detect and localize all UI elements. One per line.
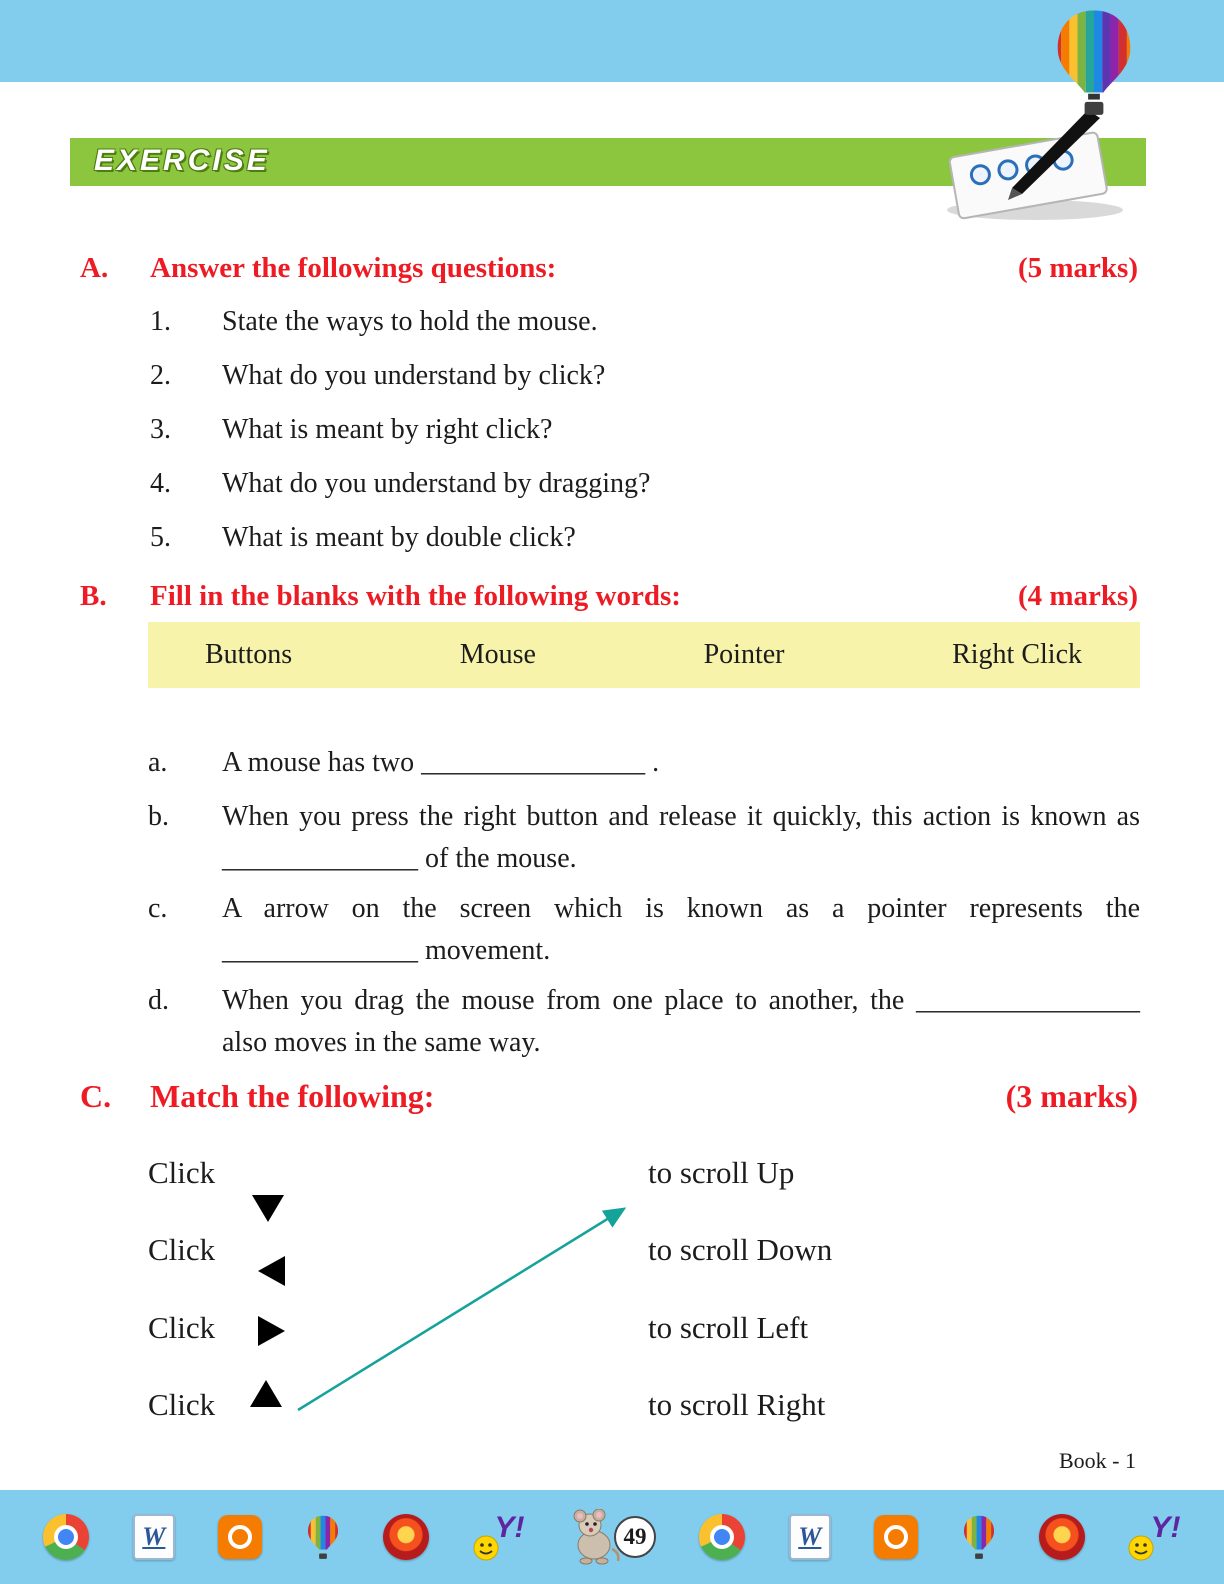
- match-right-item: to scroll Right: [648, 1387, 826, 1422]
- match-left-item: Click: [148, 1310, 216, 1345]
- question-row: [150, 414, 1140, 446]
- blank-row: [148, 888, 1140, 972]
- match-right-item: to scroll Down: [648, 1232, 833, 1267]
- match-right-item: to scroll Left: [648, 1310, 809, 1345]
- section-b-title: Fill in the blanks with the following words:: [150, 580, 681, 612]
- question-text: What is meant by double click?: [222, 522, 576, 553]
- yahoo-messenger-icon: [1128, 1513, 1180, 1561]
- section-b-letter: B.: [80, 580, 107, 612]
- balloon-icon: [306, 1514, 340, 1560]
- blank-label: c.: [148, 893, 168, 924]
- question-row: [150, 468, 1140, 500]
- word-bank-item: Buttons: [205, 639, 293, 670]
- blank-text: When you press the right button and release it quickly, this action is known as ______________ of the mouse.: [222, 801, 1140, 874]
- blank-label: d.: [148, 985, 169, 1016]
- word-document-icon: W: [789, 1514, 831, 1560]
- down-triangle-icon: [252, 1195, 284, 1222]
- question-number: 4.: [150, 468, 171, 499]
- blank-text: When you drag the mouse from one place to another, the ________________ also moves in the same way.: [222, 985, 1140, 1058]
- section-c-heading: [80, 1078, 1138, 1115]
- blank-row: [148, 796, 1140, 880]
- word-bank-item: Mouse: [459, 639, 536, 670]
- bottom-icon-bar: [0, 1490, 1224, 1584]
- word-bank-item: Right Click: [952, 639, 1082, 670]
- blank-text: A mouse has two ________________ .: [222, 747, 660, 778]
- photo-album-icon: [874, 1515, 918, 1559]
- blank-text: A arrow on the screen which is known as a pointer represents the ______________ movement.: [222, 893, 1140, 966]
- question-text: What do you understand by dragging?: [222, 468, 651, 499]
- question-text: What is meant by right click?: [222, 414, 553, 445]
- up-triangle-icon: [250, 1380, 282, 1407]
- photo-album-icon: [218, 1515, 262, 1559]
- fire-icon: [383, 1514, 429, 1560]
- section-c-marks: (3 marks): [1005, 1078, 1138, 1114]
- hot-air-balloon-illustration: [1052, 8, 1136, 116]
- match-right-item: to scroll Up: [648, 1155, 795, 1190]
- yahoo-logo-text: Y!: [1150, 1511, 1181, 1544]
- word-document-icon: W: [133, 1514, 175, 1560]
- book-reference: Book - 1: [1059, 1448, 1136, 1473]
- section-a-heading: [80, 252, 1138, 285]
- top-blue-bar: [0, 0, 1224, 82]
- yahoo-messenger-icon: [473, 1513, 525, 1561]
- section-c-title: Match the following:: [150, 1078, 435, 1114]
- blank-row: [148, 980, 1140, 1064]
- word-bank-item: Pointer: [703, 639, 785, 670]
- page-number-badge: 49: [614, 1516, 656, 1558]
- section-a-letter: A.: [80, 252, 109, 284]
- section-a-marks: (5 marks): [1017, 252, 1138, 284]
- match-left-item: Click: [148, 1155, 216, 1190]
- blank-label: a.: [148, 747, 168, 778]
- chrome-icon: [43, 1514, 89, 1560]
- notepad-pen-illustration: [930, 108, 1140, 228]
- question-row: [150, 306, 1140, 338]
- chrome-icon: [699, 1514, 745, 1560]
- question-row: [150, 522, 1140, 554]
- yahoo-logo-text: Y!: [494, 1511, 525, 1544]
- blank-row: [148, 742, 1140, 784]
- fire-icon: [1039, 1514, 1085, 1560]
- section-a-title: Answer the followings questions:: [150, 252, 557, 284]
- question-text: What do you understand by click?: [222, 360, 606, 391]
- blank-label: b.: [148, 801, 169, 832]
- yahoo-smiley-icon: [473, 1535, 499, 1561]
- match-left-item: Click: [148, 1387, 216, 1422]
- word-bank: [148, 622, 1140, 688]
- balloon-icon: [962, 1514, 996, 1560]
- question-number: 5.: [150, 522, 171, 553]
- question-row: [150, 360, 1140, 392]
- left-triangle-icon: [258, 1256, 285, 1286]
- section-b-marks: (4 marks): [1017, 580, 1138, 612]
- match-left-item: Click: [148, 1232, 216, 1267]
- section-c-letter: C.: [80, 1078, 112, 1114]
- section-b-heading: [80, 580, 1138, 613]
- question-number: 1.: [150, 306, 171, 337]
- question-number: 3.: [150, 414, 171, 445]
- right-triangle-icon: [258, 1316, 285, 1346]
- question-number: 2.: [150, 360, 171, 391]
- question-text: State the ways to hold the mouse.: [222, 306, 598, 337]
- yahoo-smiley-icon: [1128, 1535, 1154, 1561]
- page-number-group: [568, 1509, 656, 1565]
- exercise-banner-title: EXERCISE: [94, 144, 270, 177]
